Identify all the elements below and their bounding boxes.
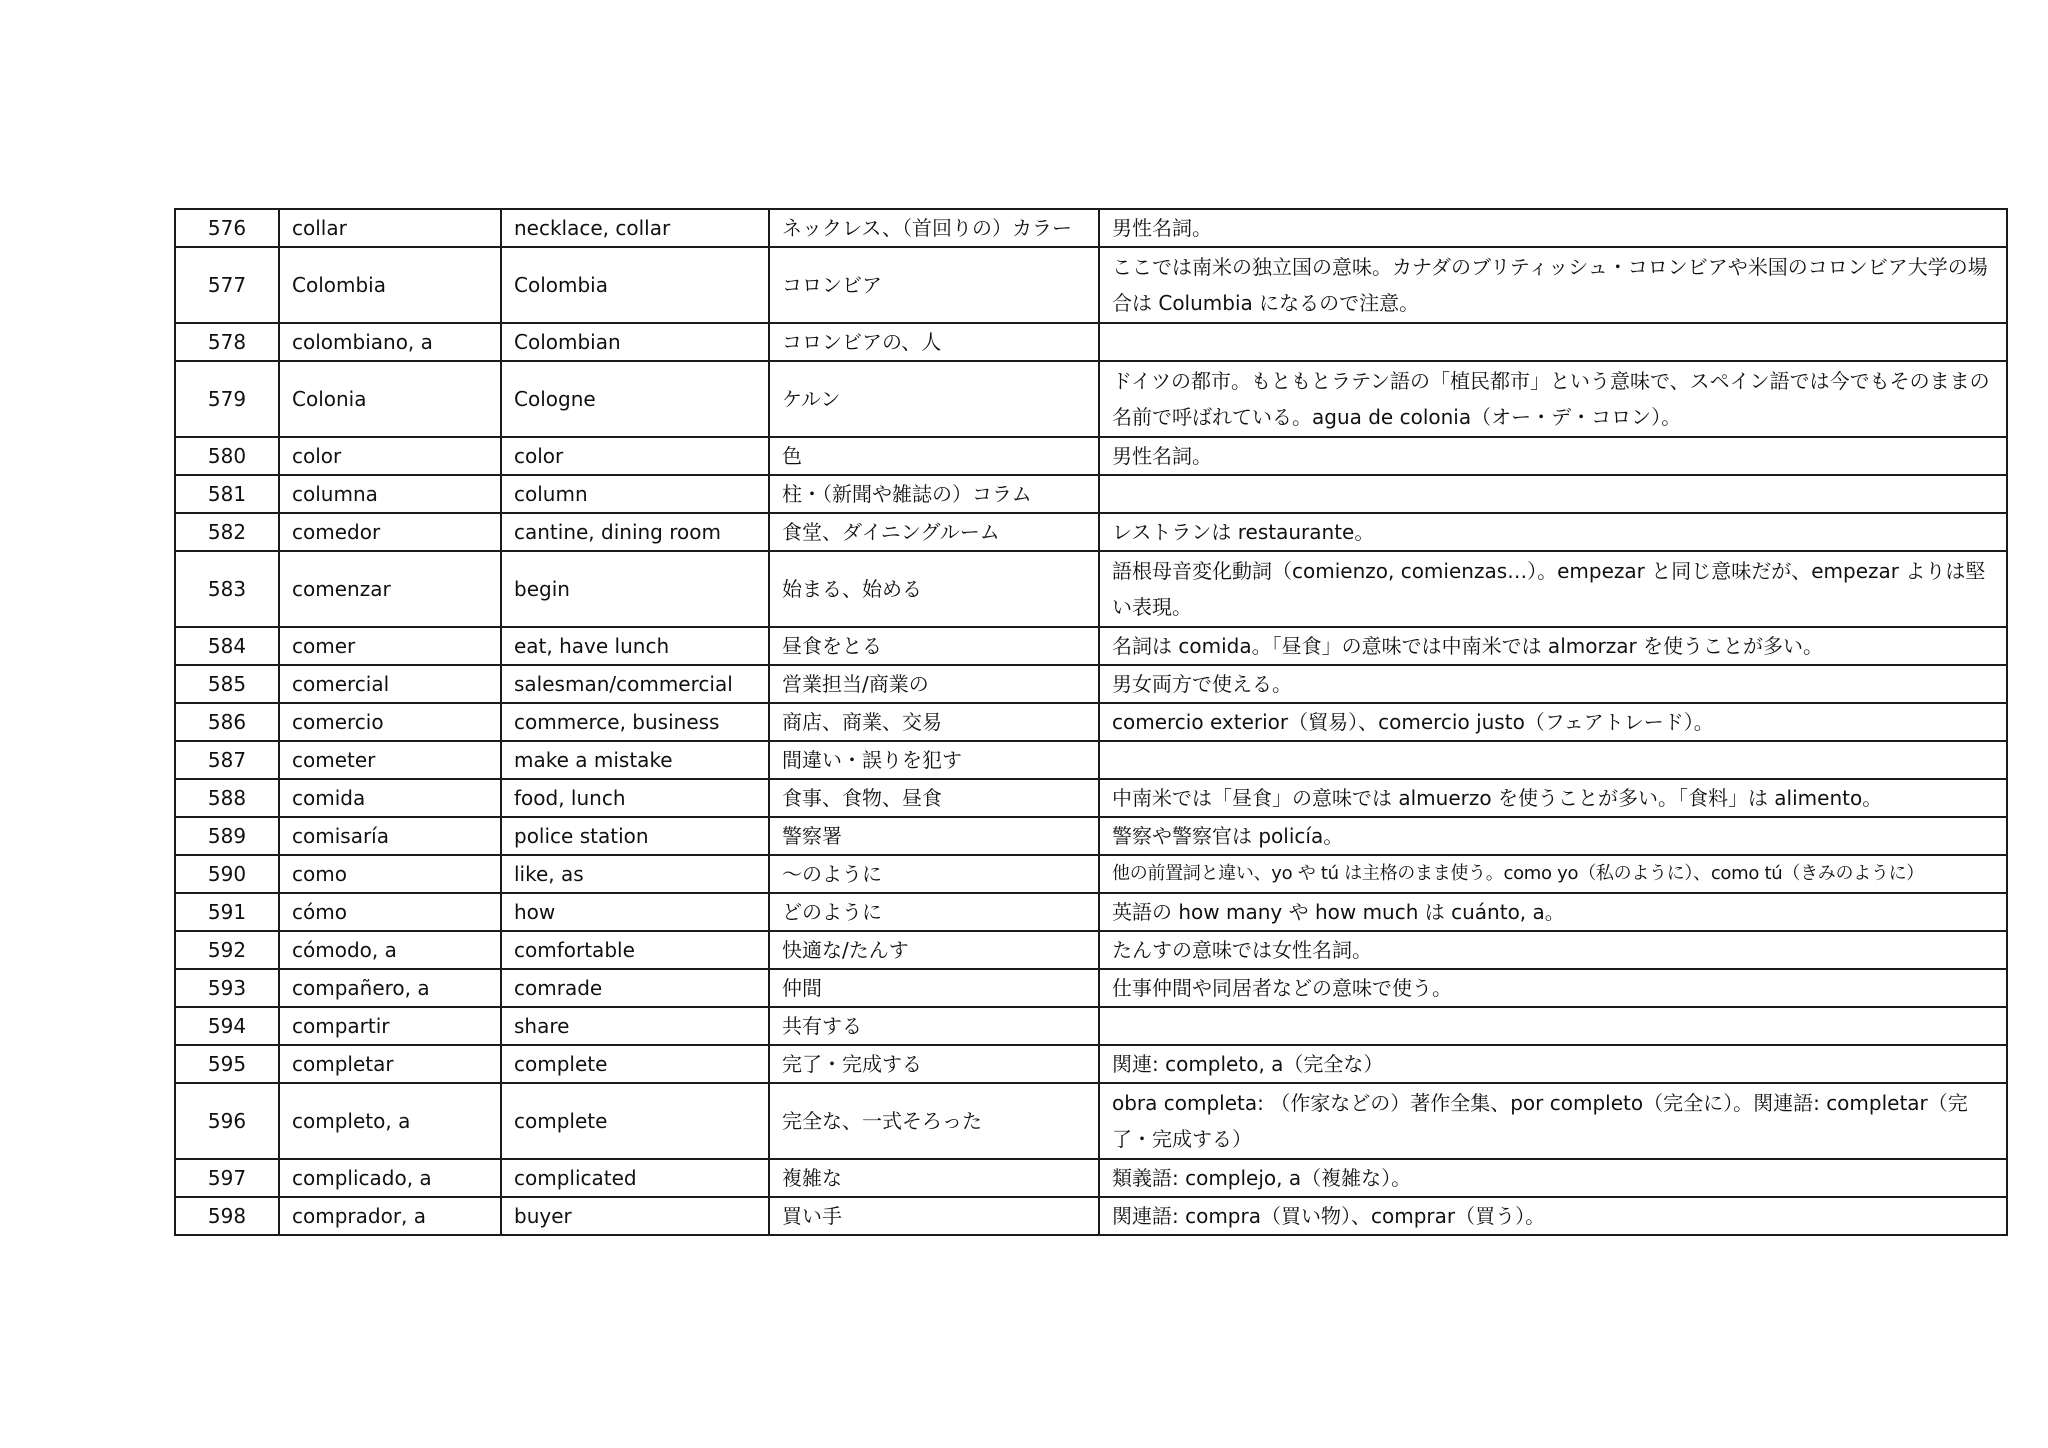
entry-number: 589: [175, 817, 279, 855]
usage-note: 男性名詞。: [1099, 209, 2007, 247]
spanish-word: como: [279, 855, 501, 893]
table-row: [175, 551, 2007, 627]
english-meaning: Colombian: [501, 323, 769, 361]
entry-number: 585: [175, 665, 279, 703]
english-meaning: police station: [501, 817, 769, 855]
english-meaning: Colombia: [501, 247, 769, 323]
table-row: [175, 475, 2007, 513]
english-meaning: make a mistake: [501, 741, 769, 779]
japanese-meaning: ケルン: [769, 361, 1099, 437]
entry-number: 586: [175, 703, 279, 741]
entry-number: 581: [175, 475, 279, 513]
usage-note: comercio exterior（貿易）、comercio justo（フェアトレード）。: [1099, 703, 2007, 741]
usage-note: 男女両方で使える。: [1099, 665, 2007, 703]
usage-note: たんすの意味では女性名詞。: [1099, 931, 2007, 969]
spanish-word: cometer: [279, 741, 501, 779]
table-row: [175, 1197, 2007, 1235]
spanish-word: cómo: [279, 893, 501, 931]
spanish-word: comprador, a: [279, 1197, 501, 1235]
japanese-meaning: 食事、食物、昼食: [769, 779, 1099, 817]
usage-note: obra completa: （作家などの）著作全集、por completo（完全に）。関連語: completar（完了・完成する）: [1099, 1083, 2007, 1159]
usage-note: 英語の how many や how much は cuánto, a。: [1099, 893, 2007, 931]
table-row: [175, 1045, 2007, 1083]
table-row: [175, 627, 2007, 665]
usage-note: 他の前置詞と違い、yo や tú は主格のまま使う。como yo（私のように）、como tú（きみのように）: [1099, 855, 2007, 893]
english-meaning: how: [501, 893, 769, 931]
entry-number: 588: [175, 779, 279, 817]
japanese-meaning: 買い手: [769, 1197, 1099, 1235]
table-row: [175, 513, 2007, 551]
spanish-word: colombiano, a: [279, 323, 501, 361]
japanese-meaning: ネックレス、（首回りの）カラー: [769, 209, 1099, 247]
japanese-meaning: 完了・完成する: [769, 1045, 1099, 1083]
japanese-meaning: ～のように: [769, 855, 1099, 893]
spanish-word: comedor: [279, 513, 501, 551]
spanish-word: columna: [279, 475, 501, 513]
spanish-word: comercio: [279, 703, 501, 741]
japanese-meaning: 快適な/たんす: [769, 931, 1099, 969]
spanish-word: comenzar: [279, 551, 501, 627]
japanese-meaning: 完全な、一式そろった: [769, 1083, 1099, 1159]
spanish-word: comer: [279, 627, 501, 665]
japanese-meaning: 食堂、ダイニングルーム: [769, 513, 1099, 551]
english-meaning: column: [501, 475, 769, 513]
japanese-meaning: 仲間: [769, 969, 1099, 1007]
japanese-meaning: 商店、商業、交易: [769, 703, 1099, 741]
usage-note: 語根母音変化動詞（comienzo, comienzas…）。empezar と同じ意味だが、empezar よりは堅い表現。: [1099, 551, 2007, 627]
table-row: [175, 1007, 2007, 1045]
spanish-word: comida: [279, 779, 501, 817]
entry-number: 590: [175, 855, 279, 893]
usage-note: 男性名詞。: [1099, 437, 2007, 475]
english-meaning: commerce, business: [501, 703, 769, 741]
table-row: [175, 893, 2007, 931]
entry-number: 579: [175, 361, 279, 437]
english-meaning: complete: [501, 1083, 769, 1159]
english-meaning: color: [501, 437, 769, 475]
japanese-meaning: 複雑な: [769, 1159, 1099, 1197]
entry-number: 583: [175, 551, 279, 627]
table-row: [175, 741, 2007, 779]
spanish-word: comisaría: [279, 817, 501, 855]
table-row: [175, 1159, 2007, 1197]
spanish-word: complicado, a: [279, 1159, 501, 1197]
entry-number: 580: [175, 437, 279, 475]
table-row: [175, 969, 2007, 1007]
usage-note: 関連: completo, a（完全な）: [1099, 1045, 2007, 1083]
table-row: [175, 1083, 2007, 1159]
spanish-word: color: [279, 437, 501, 475]
table-row: [175, 931, 2007, 969]
english-meaning: eat, have lunch: [501, 627, 769, 665]
table-row: [175, 779, 2007, 817]
vocabulary-table-body: [175, 209, 2007, 1235]
entry-number: 591: [175, 893, 279, 931]
entry-number: 584: [175, 627, 279, 665]
table-row: [175, 817, 2007, 855]
table-row: [175, 361, 2007, 437]
english-meaning: complicated: [501, 1159, 769, 1197]
japanese-meaning: 昼食をとる: [769, 627, 1099, 665]
english-meaning: Cologne: [501, 361, 769, 437]
usage-note: [1099, 741, 2007, 779]
usage-note: 名詞は comida。「昼食」の意味では中南米では almorzar を使うことが多い。: [1099, 627, 2007, 665]
english-meaning: comrade: [501, 969, 769, 1007]
entry-number: 597: [175, 1159, 279, 1197]
table-row: [175, 855, 2007, 893]
spanish-word: completo, a: [279, 1083, 501, 1159]
table-row: [175, 323, 2007, 361]
japanese-meaning: コロンビア: [769, 247, 1099, 323]
japanese-meaning: 警察署: [769, 817, 1099, 855]
japanese-meaning: 共有する: [769, 1007, 1099, 1045]
english-meaning: comfortable: [501, 931, 769, 969]
spanish-word: cómodo, a: [279, 931, 501, 969]
entry-number: 598: [175, 1197, 279, 1235]
english-meaning: complete: [501, 1045, 769, 1083]
spanish-word: comercial: [279, 665, 501, 703]
usage-note: 関連語: compra（買い物）、comprar（買う）。: [1099, 1197, 2007, 1235]
table-row: [175, 209, 2007, 247]
japanese-meaning: 始まる、始める: [769, 551, 1099, 627]
table-row: [175, 437, 2007, 475]
entry-number: 592: [175, 931, 279, 969]
spanish-word: compañero, a: [279, 969, 501, 1007]
japanese-meaning: 柱・（新聞や雑誌の）コラム: [769, 475, 1099, 513]
entry-number: 596: [175, 1083, 279, 1159]
spanish-word: Colombia: [279, 247, 501, 323]
entry-number: 576: [175, 209, 279, 247]
japanese-meaning: 色: [769, 437, 1099, 475]
english-meaning: buyer: [501, 1197, 769, 1235]
usage-note: 仕事仲間や同居者などの意味で使う。: [1099, 969, 2007, 1007]
english-meaning: necklace, collar: [501, 209, 769, 247]
japanese-meaning: 営業担当/商業の: [769, 665, 1099, 703]
entry-number: 578: [175, 323, 279, 361]
spanish-word: collar: [279, 209, 501, 247]
table-row: [175, 703, 2007, 741]
spanish-word: Colonia: [279, 361, 501, 437]
usage-note: ここでは南米の独立国の意味。カナダのブリティッシュ・コロンビアや米国のコロンビア大学の場合は Columbia になるので注意。: [1099, 247, 2007, 323]
usage-note: 警察や警察官は policía。: [1099, 817, 2007, 855]
usage-note: 中南米では「昼食」の意味では almuerzo を使うことが多い。「食料」は alimento。: [1099, 779, 2007, 817]
entry-number: 594: [175, 1007, 279, 1045]
english-meaning: share: [501, 1007, 769, 1045]
english-meaning: food, lunch: [501, 779, 769, 817]
vocabulary-table: [174, 208, 2008, 1236]
usage-note: 類義語: complejo, a（複雑な）。: [1099, 1159, 2007, 1197]
spanish-word: compartir: [279, 1007, 501, 1045]
japanese-meaning: コロンビアの、人: [769, 323, 1099, 361]
usage-note: [1099, 475, 2007, 513]
usage-note: [1099, 323, 2007, 361]
usage-note: [1099, 1007, 2007, 1045]
japanese-meaning: 間違い・誤りを犯す: [769, 741, 1099, 779]
entry-number: 577: [175, 247, 279, 323]
entry-number: 582: [175, 513, 279, 551]
english-meaning: salesman/commercial: [501, 665, 769, 703]
table-row: [175, 247, 2007, 323]
entry-number: 593: [175, 969, 279, 1007]
english-meaning: like, as: [501, 855, 769, 893]
table-row: [175, 665, 2007, 703]
usage-note: レストランは restaurante。: [1099, 513, 2007, 551]
entry-number: 587: [175, 741, 279, 779]
english-meaning: cantine, dining room: [501, 513, 769, 551]
usage-note: ドイツの都市。もともとラテン語の「植民都市」という意味で、スペイン語では今でもそのままの名前で呼ばれている。agua de colonia（オー・デ・コロン）。: [1099, 361, 2007, 437]
english-meaning: begin: [501, 551, 769, 627]
spanish-word: completar: [279, 1045, 501, 1083]
entry-number: 595: [175, 1045, 279, 1083]
japanese-meaning: どのように: [769, 893, 1099, 931]
